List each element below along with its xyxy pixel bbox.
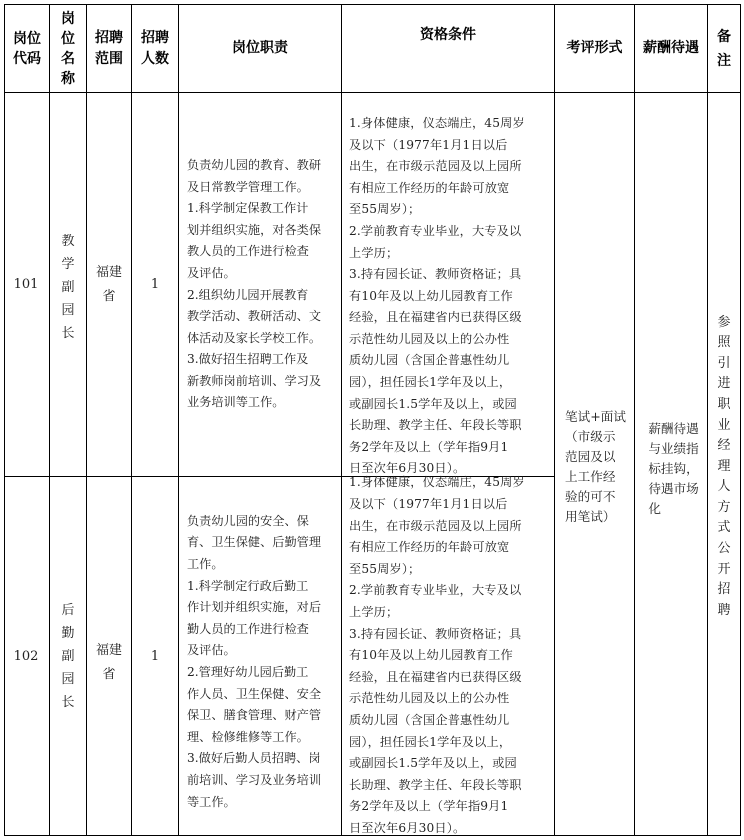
header-position-name: 岗 位 名 称 bbox=[61, 10, 75, 87]
row-102-qualifications-text: 1.身体健康，仪态端庄，45周岁 及以下（1977年1月1日以后 出生，在市级示范园及以上园所 有相应工作经历的年龄可放宽 至55周岁）； 2.学前教育专业毕业，大专及以 上学历； 3.持有园长证、教师资格证；具 有10年及以上幼儿园教育工作 经验，且在福建省内已获得区级 示范性幼儿园及以上的公办性 质幼儿园（含国企普惠性幼儿 园），担任园长1学年及以上， 或副园长1.5学年及以上，或园 长助理、教学主任、年段长等职 务2学年及以上（学年指9月1 日至次年6月30日）。 bbox=[349, 475, 525, 835]
assessment-method bbox=[555, 93, 634, 835]
row-102-scope: 福建 省 bbox=[95, 643, 122, 682]
header-qualifications: 资格条件 bbox=[420, 26, 476, 43]
table-border-right bbox=[740, 4, 741, 836]
header-recruit-count: 招聘 人数 bbox=[141, 29, 169, 67]
row-101-qualifications bbox=[342, 93, 554, 476]
salary-terms bbox=[635, 93, 707, 835]
row-101-code: 101 bbox=[13, 277, 39, 292]
row-102-count: 1 bbox=[150, 648, 160, 664]
row-102-name: 后 勤 副 园 长 bbox=[61, 602, 75, 710]
header-salary: 薪酬待遇 bbox=[643, 40, 699, 56]
row-101-duties bbox=[179, 93, 341, 476]
assessment-method-text: 笔试+面试 （市级示 范园及以 上工作经 验的可不 用笔试） bbox=[565, 409, 626, 524]
row-102-code: 102 bbox=[13, 648, 39, 664]
header-assessment: 考评形式 bbox=[566, 40, 623, 56]
row-102-qualifications bbox=[342, 477, 554, 835]
header-remark: 备 注 bbox=[717, 28, 731, 69]
row-102-duties bbox=[179, 477, 341, 835]
remark-text: 参 照 引 进 职 业 经 理 人 方 式 公 开 招 聘 bbox=[717, 314, 731, 618]
row-101-name: 教 学 副 园 长 bbox=[61, 234, 75, 341]
row-101-scope: 福建 省 bbox=[95, 264, 122, 304]
salary-terms-text: 薪酬待遇 与业绩指 标挂钩， 待遇市场 化 bbox=[648, 421, 699, 516]
row-101-count: 1 bbox=[150, 277, 160, 292]
header-duties: 岗位职责 bbox=[232, 40, 288, 56]
row-101-qualifications-text: 1.身体健康，仪态端庄，45周岁 及以下（1977年1月1日以后 出生，在市级示范园及以上园所 有相应工作经历的年龄可放宽 至55周岁）； 2.学前教育专业毕业，大专及以 上学历； 3.持有园长证、教师资格证；具 有10年及以上幼儿园教育工作 经验，且在福建省内已获得区级 示范性幼儿园及以上的公办性 质幼儿园（含国企普惠性幼儿 园），担任园长1学年及以上， 或副园长1.5学年及以上，或园 长助理、教学主任、年段长等职 务2学年及以上（学年指9月1 日至次年6月30日）。 bbox=[349, 115, 525, 476]
header-position-code: 岗位 代码 bbox=[13, 30, 41, 67]
header-recruit-scope: 招聘 范围 bbox=[95, 29, 123, 67]
row-101-duties-text: 负责幼儿园的教育、教研 及日常教学管理工作。 1.科学制定保教工作计 划并组织实施，对各类保 教人员的工作进行检查 及评估。 2.组织幼儿园开展教育 教学活动、教研活动、文 体活动及家长学校工作。 3.做好招生招聘工作及 新教师岗前培训、学习及 业务培训等工作。 bbox=[187, 157, 322, 410]
remark bbox=[708, 93, 740, 835]
row-102-duties-text: 负责幼儿园的安全、保 育、卫生保健、后勤管理 工作。 1.科学制定行政后勤工 作计划并组织实施，对后 勤人员的工作进行检查 及评估。 2.管理好幼儿园后勤工 作人员、卫生保健、安全 保卫、膳食管理、财产管 理、检修维修等工作。 3.做好后勤人员招聘、岗 前培训、学习及业务培训 等工作。 bbox=[187, 513, 322, 809]
